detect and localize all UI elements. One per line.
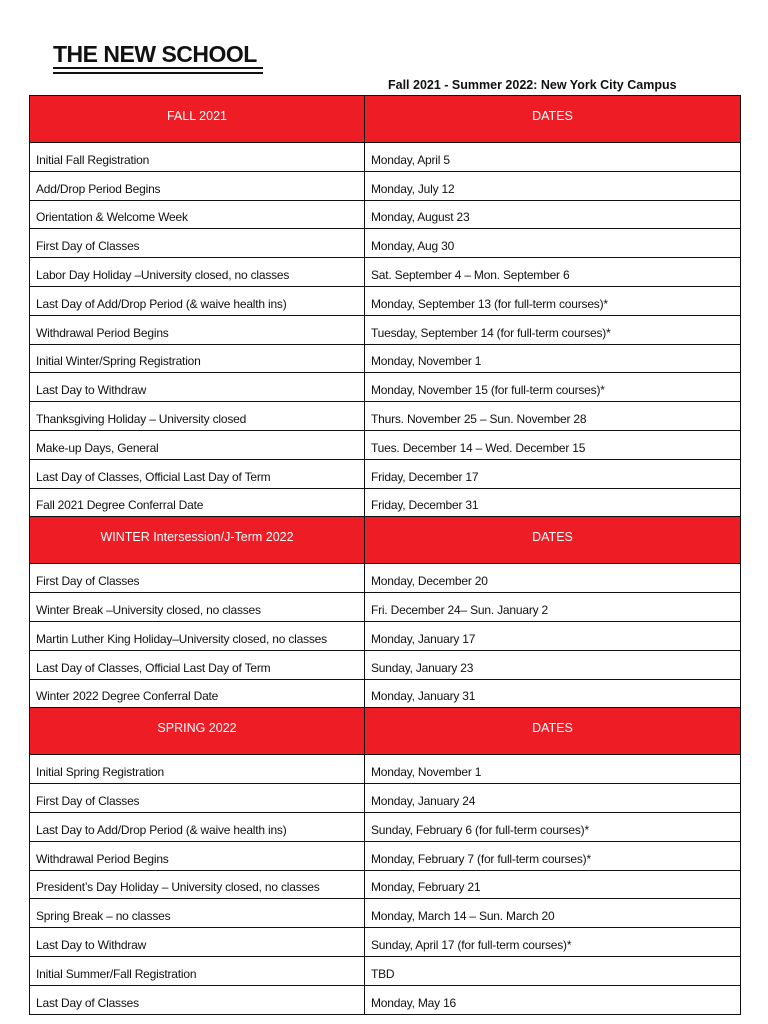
event-cell <box>30 899 365 928</box>
event-label: First Day of Classes <box>36 239 140 254</box>
date-label: Monday, January 17 <box>371 631 476 646</box>
date-cell <box>365 899 741 928</box>
date-cell <box>365 143 741 172</box>
date-label: Sunday, February 6 (for full-term courses)* <box>371 822 589 837</box>
table-row <box>30 812 741 841</box>
date-cell <box>365 315 741 344</box>
event-label: Thanksgiving Holiday – University closed <box>36 411 247 426</box>
logo-text: THE NEW SCHOOL <box>53 41 257 67</box>
table-row <box>30 488 741 517</box>
event-label: Spring Break – no classes <box>36 909 171 924</box>
date-cell <box>365 171 741 200</box>
date-cell <box>365 812 741 841</box>
event-cell <box>30 956 365 985</box>
table-row <box>30 841 741 870</box>
table-row <box>30 755 741 784</box>
table-row <box>30 200 741 229</box>
section-header-row <box>30 708 741 755</box>
section-title: WINTER Intersession/J-Term 2022 <box>30 517 365 564</box>
date-label: Monday, November 1 <box>371 765 482 780</box>
date-cell <box>365 373 741 402</box>
table-row <box>30 373 741 402</box>
event-label: Make-up Days, General <box>36 440 159 455</box>
date-label: Sat. September 4 – Mon. September 6 <box>371 267 570 282</box>
event-label: Last Day of Classes, Official Last Day of Term <box>36 469 271 484</box>
event-cell <box>30 985 365 1014</box>
table-row <box>30 171 741 200</box>
section-title: SPRING 2022 <box>30 708 365 755</box>
event-cell <box>30 229 365 258</box>
date-cell <box>365 430 741 459</box>
date-label: Monday, August 23 <box>371 210 470 225</box>
event-cell <box>30 870 365 899</box>
dates-column-header: DATES <box>365 708 741 755</box>
event-cell <box>30 621 365 650</box>
academic-calendar-table <box>29 95 741 1015</box>
event-cell <box>30 564 365 593</box>
date-label: Sunday, January 23 <box>371 660 474 675</box>
event-cell <box>30 841 365 870</box>
date-label: Monday, November 15 (for full-term courses)* <box>371 383 605 398</box>
event-cell <box>30 286 365 315</box>
date-cell <box>365 870 741 899</box>
event-cell <box>30 402 365 431</box>
event-label: Withdrawal Period Begins <box>36 851 169 866</box>
event-cell <box>30 258 365 287</box>
event-label: Last Day to Withdraw <box>36 937 147 952</box>
event-label: Martin Luther King Holiday–University closed, no classes <box>36 631 327 646</box>
school-logo <box>53 42 263 76</box>
dates-column-header: DATES <box>365 517 741 564</box>
event-label: Last Day of Classes, Official Last Day of Term <box>36 660 271 675</box>
section-title: FALL 2021 <box>30 96 365 143</box>
event-label: Last Day to Add/Drop Period (& waive health ins) <box>36 822 287 837</box>
table-row <box>30 258 741 287</box>
event-label: Initial Summer/Fall Registration <box>36 966 197 981</box>
event-label: Orientation & Welcome Week <box>36 210 188 225</box>
date-label: Monday, March 14 – Sun. March 20 <box>371 909 555 924</box>
date-label: Monday, February 7 (for full-term courses)* <box>371 851 591 866</box>
table-row <box>30 593 741 622</box>
table-row <box>30 229 741 258</box>
date-label: Monday, May 16 <box>371 995 457 1010</box>
event-label: Last Day to Withdraw <box>36 383 147 398</box>
date-cell <box>365 229 741 258</box>
table-row <box>30 344 741 373</box>
date-label: Monday, January 24 <box>371 793 476 808</box>
event-cell <box>30 488 365 517</box>
date-cell <box>365 402 741 431</box>
event-cell <box>30 928 365 957</box>
event-cell <box>30 373 365 402</box>
date-label: Monday, April 5 <box>371 152 450 167</box>
event-cell <box>30 784 365 813</box>
date-cell <box>365 755 741 784</box>
date-cell <box>365 841 741 870</box>
table-row <box>30 985 741 1014</box>
logo-underline <box>53 67 263 69</box>
table-row <box>30 430 741 459</box>
event-label: Labor Day Holiday –University closed, no classes <box>36 267 290 282</box>
date-label: Monday, September 13 (for full-term courses)* <box>371 296 608 311</box>
date-label: Friday, December 17 <box>371 469 479 484</box>
event-label: President’s Day Holiday – University closed, no classes <box>36 880 320 895</box>
event-label: First Day of Classes <box>36 574 140 589</box>
event-label: Last Day of Classes <box>36 995 139 1010</box>
table-row <box>30 315 741 344</box>
date-label: TBD <box>371 966 395 981</box>
logo-underline <box>53 72 263 74</box>
date-label: Tues. December 14 – Wed. December 15 <box>371 440 586 455</box>
date-label: Friday, December 31 <box>371 498 479 513</box>
dates-column-header: DATES <box>365 96 741 143</box>
date-cell <box>365 679 741 708</box>
event-cell <box>30 650 365 679</box>
event-cell <box>30 315 365 344</box>
event-label: Winter Break –University closed, no classes <box>36 602 261 617</box>
event-label: Winter 2022 Degree Conferral Date <box>36 689 219 704</box>
table-row <box>30 621 741 650</box>
date-cell <box>365 200 741 229</box>
date-cell <box>365 985 741 1014</box>
event-cell <box>30 430 365 459</box>
event-cell <box>30 344 365 373</box>
calendar-body <box>30 96 741 1015</box>
date-cell <box>365 956 741 985</box>
date-cell <box>365 286 741 315</box>
table-row <box>30 899 741 928</box>
date-label: Monday, December 20 <box>371 574 488 589</box>
date-label: Sunday, April 17 (for full-term courses)* <box>371 937 572 952</box>
event-label: Fall 2021 Degree Conferral Date <box>36 498 204 513</box>
table-row <box>30 679 741 708</box>
table-row <box>30 459 741 488</box>
event-cell <box>30 143 365 172</box>
event-label: Last Day of Add/Drop Period (& waive health ins) <box>36 296 287 311</box>
date-label: Monday, February 21 <box>371 880 481 895</box>
date-cell <box>365 928 741 957</box>
date-cell <box>365 784 741 813</box>
date-cell <box>365 459 741 488</box>
table-row <box>30 784 741 813</box>
date-label: Monday, July 12 <box>371 181 455 196</box>
event-cell <box>30 812 365 841</box>
date-cell <box>365 488 741 517</box>
table-row <box>30 650 741 679</box>
section-header-row <box>30 96 741 143</box>
event-cell <box>30 200 365 229</box>
event-label: Initial Winter/Spring Registration <box>36 354 201 369</box>
event-label: Initial Fall Registration <box>36 152 150 167</box>
table-row <box>30 286 741 315</box>
event-label: Add/Drop Period Begins <box>36 181 161 196</box>
page-subtitle: Fall 2021 - Summer 2022: New York City Campus <box>388 78 677 92</box>
event-cell <box>30 171 365 200</box>
event-cell <box>30 593 365 622</box>
event-cell <box>30 679 365 708</box>
table-row <box>30 402 741 431</box>
date-label: Fri. December 24– Sun. January 2 <box>371 602 549 617</box>
section-header-row <box>30 517 741 564</box>
event-label: Withdrawal Period Begins <box>36 325 169 340</box>
date-label: Monday, November 1 <box>371 354 482 369</box>
event-label: Initial Spring Registration <box>36 765 165 780</box>
table-row <box>30 956 741 985</box>
date-cell <box>365 650 741 679</box>
date-cell <box>365 621 741 650</box>
event-cell <box>30 755 365 784</box>
event-label: First Day of Classes <box>36 793 140 808</box>
table-row <box>30 143 741 172</box>
table-row <box>30 870 741 899</box>
date-label: Thurs. November 25 – Sun. November 28 <box>371 411 587 426</box>
date-label: Monday, Aug 30 <box>371 239 455 254</box>
table-row <box>30 564 741 593</box>
date-cell <box>365 258 741 287</box>
event-cell <box>30 459 365 488</box>
date-cell <box>365 593 741 622</box>
date-label: Monday, January 31 <box>371 689 476 704</box>
date-cell <box>365 564 741 593</box>
table-row <box>30 928 741 957</box>
date-label: Tuesday, September 14 (for full-term courses)* <box>371 325 611 340</box>
date-cell <box>365 344 741 373</box>
